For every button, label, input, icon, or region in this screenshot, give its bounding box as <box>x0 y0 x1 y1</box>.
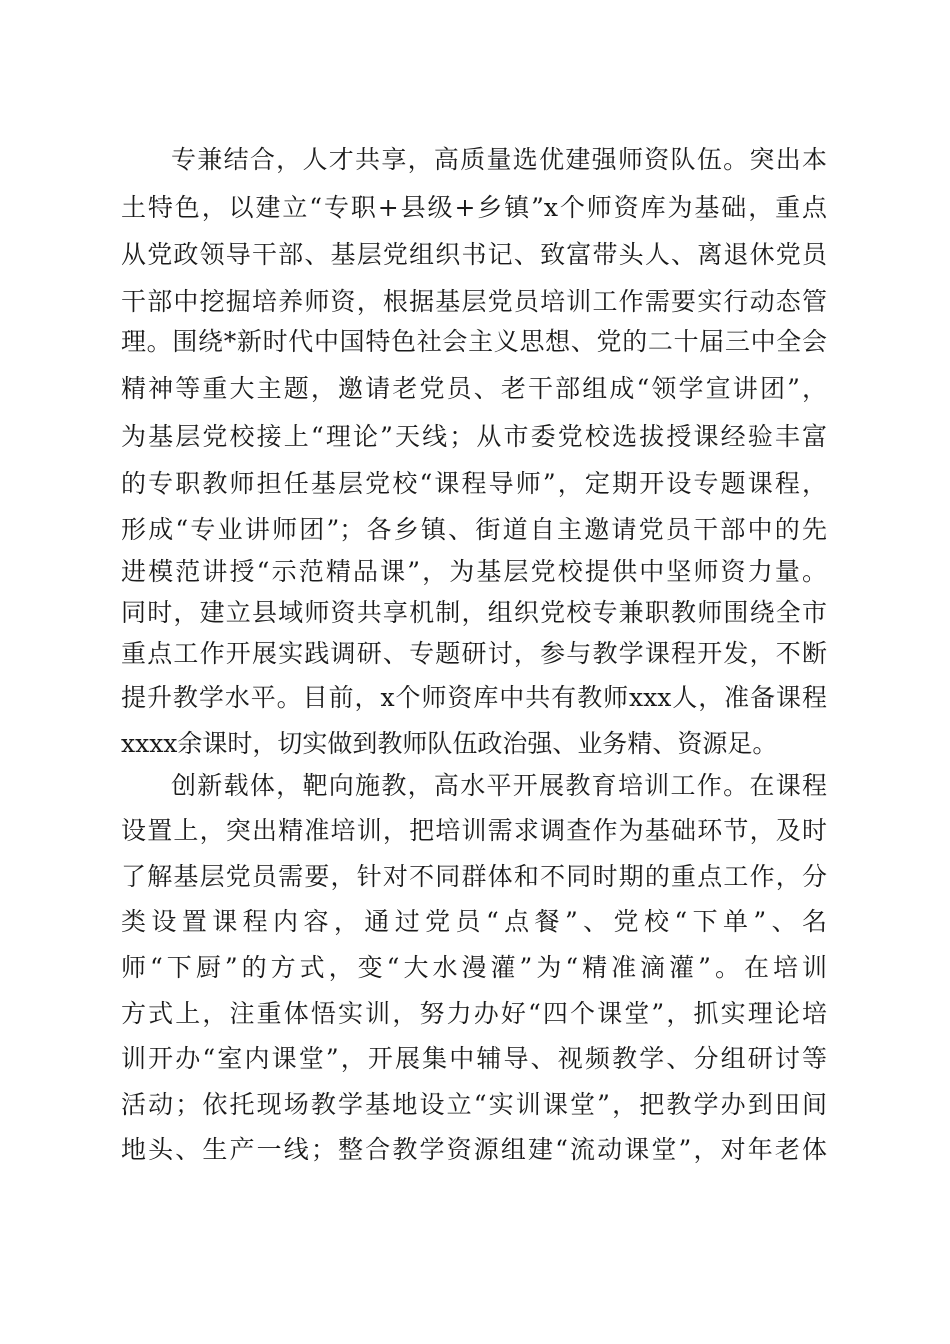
paragraph-1-line-8: 的专职教师担任基层党校“课程导师”，定期开设专题课程， <box>121 469 827 498</box>
paragraph-2-line-2: 设置上，突出精准培训，把培训需求调查作为基础环节，及时 <box>121 816 827 845</box>
paragraph-2-line-1: 创新载体，靶向施教，高水平开展教育培训工作。在课程 <box>171 771 827 800</box>
paragraph-2-line-5: 师“下厨”的方式，变“大水漫灌”为“精准滴灌”。在培训 <box>121 953 827 982</box>
paragraph-1-line-11: 同时，建立县域师资共享机制，组织党校专兼职教师围绕全市 <box>121 598 827 627</box>
paragraph-1-line-4: 干部中挖掘培养师资，根据基层党员培训工作需要实行动态管 <box>121 287 827 316</box>
paragraph-1-line-1: 专兼结合，人才共享，高质量选优建强师资队伍。突出本 <box>171 145 827 174</box>
paragraph-1-line-2: 土特色，以建立“专职+县级+乡镇”x个师资库为基础，重点 <box>121 193 827 222</box>
paragraph-2-line-9: 地头、生产一线；整合教学资源组建“流动课堂”，对年老体 <box>121 1135 827 1164</box>
paragraph-1-line-13: 提升教学水平。目前，x个师资库中共有教师xxx人，准备课程 <box>121 683 827 712</box>
paragraph-2-line-3: 了解基层党员需要，针对不同群体和不同时期的重点工作，分 <box>121 862 827 891</box>
paragraph-2-line-4: 类设置课程内容，通过党员“点餐”、党校“下单”、名 <box>121 907 827 936</box>
paragraph-1-line-6: 精神等重大主题，邀请老党员、老干部组成“领学宣讲团”， <box>121 374 827 403</box>
paragraph-2-line-8: 活动；依托现场教学基地设立“实训课堂”，把教学办到田间 <box>121 1090 827 1119</box>
paragraph-1-line-7: 为基层党校接上“理论”天线；从市委党校选拔授课经验丰富 <box>121 422 827 451</box>
paragraph-1-line-14: xxxx余课时，切实做到教师队伍政治强、业务精、资源足。 <box>121 729 778 758</box>
paragraph-1-line-5: 理。围绕*新时代中国特色社会主义思想、党的二十届三中全会 <box>121 327 827 356</box>
paragraph-1-line-10: 进模范讲授“示范精品课”，为基层党校提供中坚师资力量。 <box>121 557 827 586</box>
paragraph-1-line-9: 形成“专业讲师团”；各乡镇、街道自主邀请党员干部中的先 <box>121 515 827 544</box>
paragraph-2-line-7: 训开办“室内课堂”，开展集中辅导、视频教学、分组研讨等 <box>121 1044 827 1073</box>
paragraph-2-line-6: 方式上，注重体悟实训，努力办好“四个课堂”，抓实理论培 <box>121 999 827 1028</box>
paragraph-1-line-3: 从党政领导干部、基层党组织书记、致富带头人、离退休党员 <box>121 240 827 269</box>
paragraph-1-line-12: 重点工作开展实践调研、专题研讨，参与教学课程开发，不断 <box>121 639 827 668</box>
